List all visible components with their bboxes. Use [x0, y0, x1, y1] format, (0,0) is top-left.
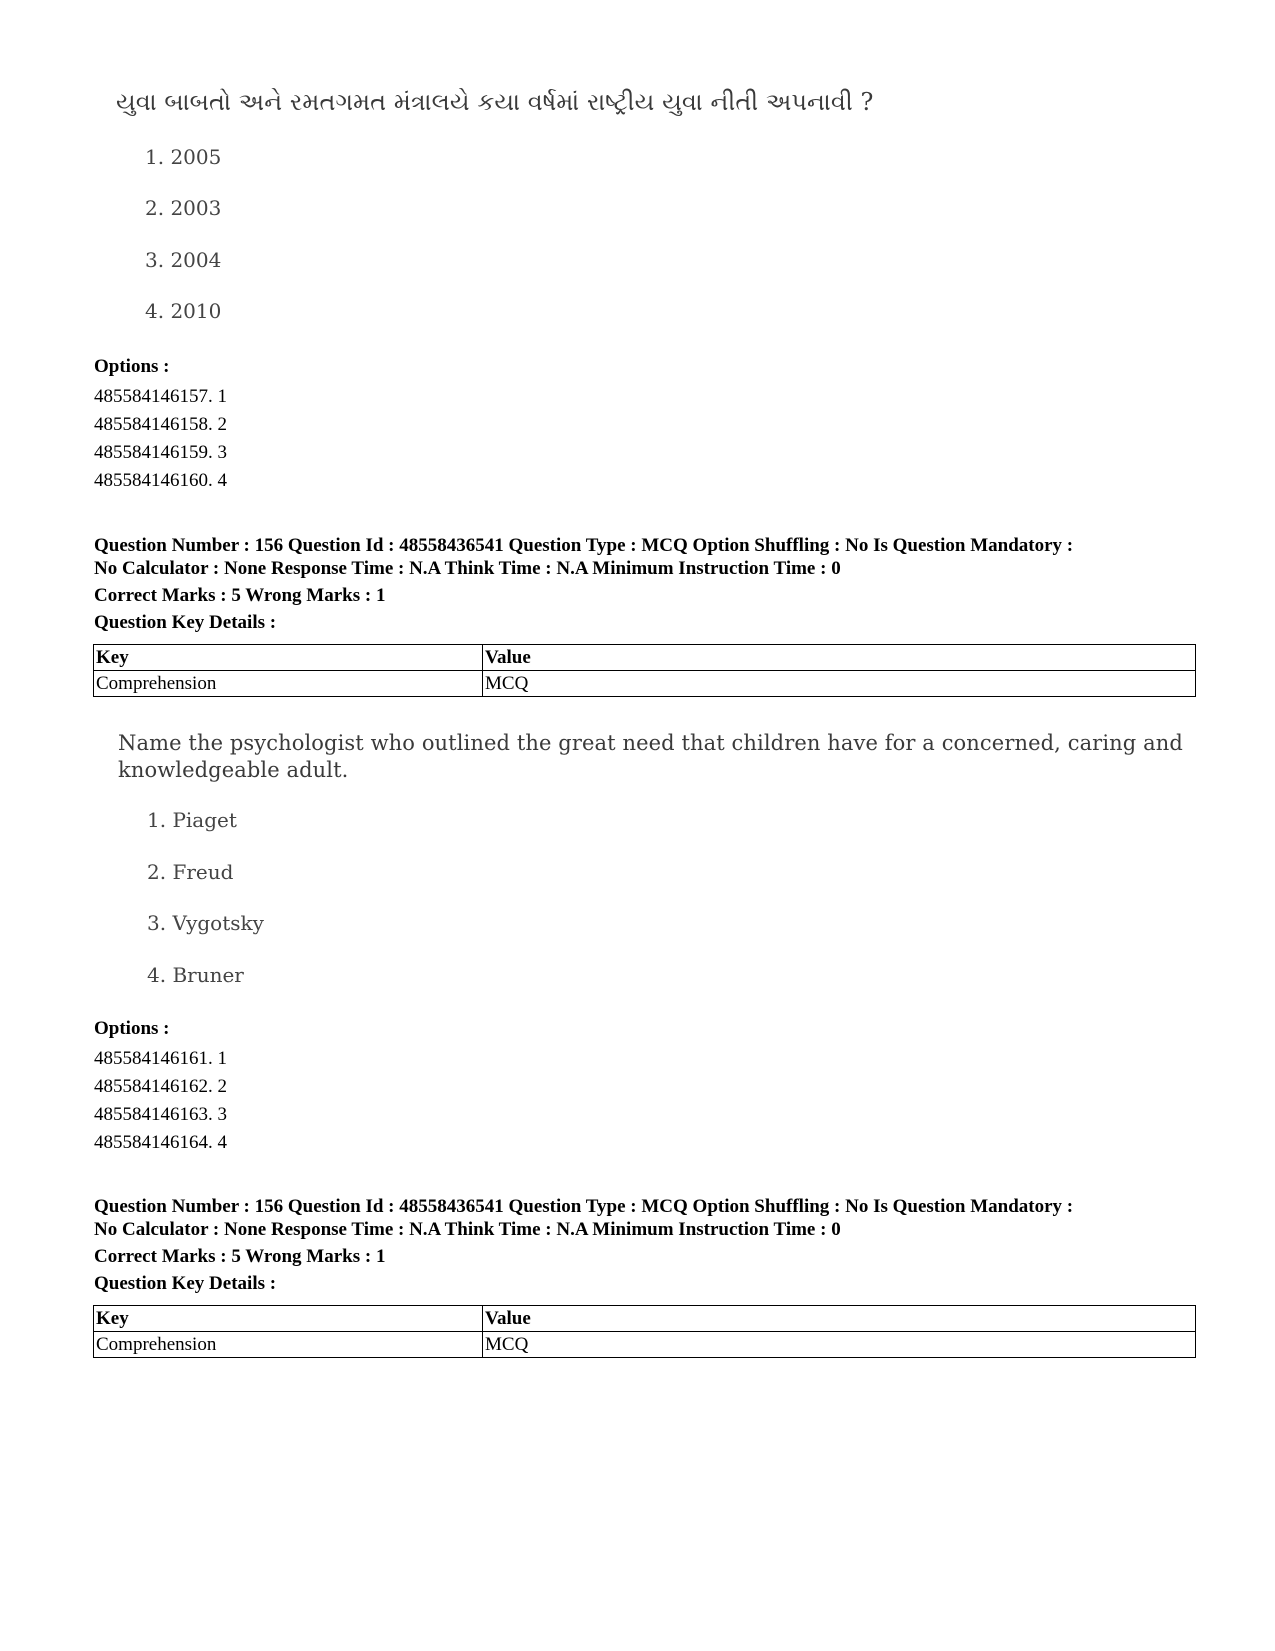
table-header-key: Key [94, 1306, 483, 1332]
marks-line: Correct Marks : 5 Wrong Marks : 1 [94, 585, 386, 606]
table-header-row [94, 1306, 1196, 1332]
table-cell-key: Comprehension [94, 1332, 483, 1358]
table-header-value: Value [483, 645, 1196, 671]
key-details-label: Question Key Details : [94, 1273, 277, 1294]
options-section [94, 1018, 227, 1157]
option-id: 485584146161. 1 [94, 1048, 227, 1069]
table-cell-value: MCQ [483, 671, 1196, 697]
option-id: 485584146158. 2 [94, 414, 227, 435]
meta-line-2: No Calculator : None Response Time : N.A Think Time : N.A Minimum Instruction Time : 0 [94, 558, 841, 579]
option-id: 485584146164. 4 [94, 1132, 227, 1153]
meta-line-1: Question Number : 156 Question Id : 48558436541 Question Type : MCQ Option Shuffling : No Is Question Mandatory : [94, 535, 1074, 556]
question-meta [94, 1195, 1204, 1295]
table-row [94, 671, 1196, 697]
table-cell-value: MCQ [483, 1332, 1196, 1358]
meta-line-1: Question Number : 156 Question Id : 48558436541 Question Type : MCQ Option Shuffling : No Is Question Mandatory : [94, 1196, 1074, 1217]
options-label: Options : [94, 1018, 170, 1039]
option-id: 485584146162. 2 [94, 1076, 227, 1097]
options-label: Options : [94, 356, 170, 377]
question-meta [94, 534, 1204, 634]
question-stem: યુવા બાબતો અને રમતગમત મંત્રાલયે કયા વર્ષમાં રાષ્ટ્રીય યુવા નીતી અપનાવી ? [116, 88, 874, 116]
choice-1: 1. 2005 [145, 145, 222, 169]
key-value-table [93, 1305, 1196, 1358]
table-cell-key: Comprehension [94, 671, 483, 697]
option-id: 485584146157. 1 [94, 386, 227, 407]
table-header-value: Value [483, 1306, 1196, 1332]
table-header-row [94, 645, 1196, 671]
table-header-key: Key [94, 645, 483, 671]
question-image-english [0, 700, 1275, 1000]
marks-line: Correct Marks : 5 Wrong Marks : 1 [94, 1246, 386, 1267]
meta-line-2: No Calculator : None Response Time : N.A Think Time : N.A Minimum Instruction Time : 0 [94, 1219, 841, 1240]
option-id: 485584146163. 3 [94, 1104, 227, 1125]
options-section [94, 356, 227, 495]
choice-4: 4. Bruner [147, 963, 244, 987]
question-image-gujarati [0, 0, 1275, 330]
choice-4: 4. 2010 [145, 299, 222, 323]
key-value-table [93, 644, 1196, 697]
choice-2: 2. Freud [147, 860, 234, 884]
option-id: 485584146159. 3 [94, 442, 227, 463]
table-row [94, 1332, 1196, 1358]
key-details-label: Question Key Details : [94, 612, 277, 633]
choice-3: 3. Vygotsky [147, 911, 264, 935]
choice-3: 3. 2004 [145, 248, 222, 272]
option-id: 485584146160. 4 [94, 470, 227, 491]
question-stem-line-1: Name the psychologist who outlined the great need that children have for a concerned, caring and [118, 731, 1183, 755]
choice-2: 2. 2003 [145, 196, 222, 220]
question-stem-line-2: knowledgeable adult. [118, 758, 349, 782]
choice-1: 1. Piaget [147, 808, 237, 832]
